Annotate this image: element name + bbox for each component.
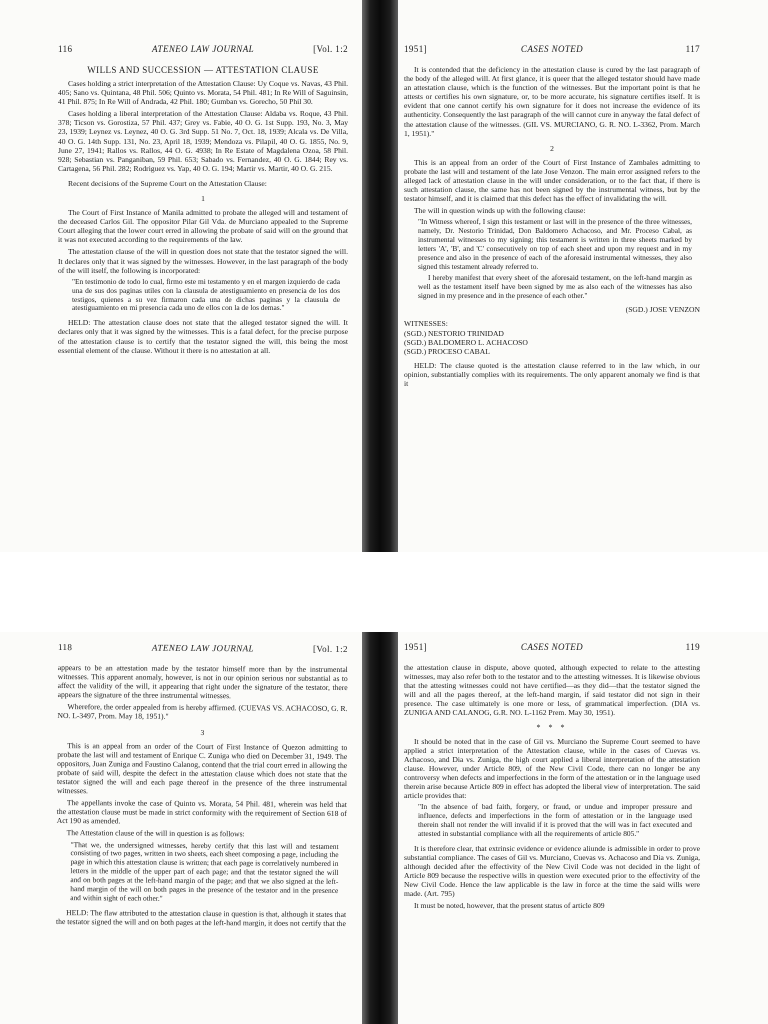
body-paragraph: It is therefore clear, that extrinsic evidence or evidence aliunde is admissible in order to prove substantial compliance. The cases of Gil vs. Murciano, Cuevas vs. Achacoso and Dia vs. Zuniga, although decided after the effectivity of the New Civil Code was not decided in the light of Article 809 because the respective wills in question were executed prior to the effectivity of the New Civil Code. Hence the law applicable is the law in force at the time the said wills were made. (Art. 795) bbox=[404, 843, 700, 899]
page-119 bbox=[404, 642, 700, 914]
body-paragraph: The attestation clause of the will in question does not state that the testator signed the will. It declares only that it was signed by the witnesses. However, in the last paragraph of the body of the will itself, the following is incorporated: bbox=[58, 247, 348, 275]
page-number: 118 bbox=[57, 642, 73, 653]
testator-signature: (SGD.) JOSE VENZON bbox=[625, 305, 700, 315]
page-number: 117 bbox=[685, 44, 700, 54]
book-gutter-top bbox=[362, 0, 398, 552]
volume-label: [Vol. 1:2 bbox=[312, 643, 348, 655]
year-label: 1951] bbox=[404, 642, 427, 652]
quote-paragraph: "In Witness whereof, I sign this testament or last will in the presence of the three witnesses, namely, Dr. Nestorio Trinidad, Don Baldomero Achacoso, and Mr. Proceso Cabal, as instrumental witnesses to my signing; this testament is written in three sheets marked by letters 'A', 'B', and 'C' consecutively on top of each sheet and upon my request and in my presence and also in the presence of each of the aforesaid instrumental witnesses, they also signed this testament already referred to. bbox=[418, 217, 692, 271]
page-117 bbox=[404, 44, 700, 391]
running-head-119 bbox=[404, 642, 700, 656]
body-paragraph: It should be noted that in the case of Gil vs. Murciano the Supreme Court seemed to have applied a strict interpretation of the Attestation clause, while in the cases of Cuevas vs. Achacoso, and Dia vs. Zuniga, the high court applied a liberal interpretation of the attestation clause. However, under Article 809, of the New Civil Code, there can no longer be any controversy when defects and imperfections in the form of the attestation or in the language used therein arise because Article 809 in effect has adopted the liberal view of interpretation. The said article provides that: bbox=[404, 736, 700, 801]
running-head-117 bbox=[404, 44, 700, 58]
held-paragraph: HELD: The attestation clause does not state that the alleged testator signed the will. It declares only that it was signed by the witnesses. This is a fatal defect, for the precise purpose of the attestation clause is to certify that the testator signed the will, this being the most essential element of the clause. Without it there is no attestation at all. bbox=[58, 318, 348, 355]
block-quote bbox=[418, 218, 692, 300]
page-118 bbox=[56, 642, 348, 931]
held-paragraph: HELD: The clause quoted is the attestation clause referred to in the law which, in our opinion, substantially complies with its requirements. The only apparent anomaly we find is that it bbox=[404, 360, 700, 388]
body-paragraph: This is an appeal from an order of the Court of First Instance of Quezon admitting to probate the last will and testament of Enrique C. Zuniga who died on December 31, 1949. The oppositors, Juan Zuniga and Faustino Calanog, contend that the trial court erred in allowing the probate of said will, despite the defect in the attestation clause which does not state that the testator signed the will and each page thereof in the presence of the three instrumental witnesses. bbox=[56, 740, 348, 796]
block-quote: "In the absence of bad faith, forgery, or fraud, or undue and improper pressure and influence, defects and imperfections in the form of attestation or in the language used therein shall not render the will invalid if it is proved that the will was in fact executed and attested in substantial compliance with all the requirements of article 805." bbox=[418, 802, 692, 838]
book-gutter-bottom bbox=[362, 632, 398, 1024]
block-quote: "En testimonio de todo lo cual, firmo este mi testamento y en el margen izquierdo de cada una de sus dos paginas utiles con la clausula de atestiguamiento en presencia de los dos testigos, quienes a su vez firmaron cada una de dichas paginas y la clausula de atestiguamiento en mi presencia cada uno de ellos con la de los demas." bbox=[72, 276, 340, 313]
section-running-title: CASES NOTED bbox=[520, 44, 584, 54]
body-paragraph: It must be noted, however, that the present status of article 809 bbox=[414, 901, 605, 911]
body-paragraph: This is an appeal from an order of the Court of First Instance of Zambales admitting to probate the last will and testament of the late Jose Venzon. The main error assigned refers to the alleged lack of attestation clause in the will under consideration, or to the fact that, if there is such attestation clause, the same has not been signed by the instrumental witness, but by the testator himself, and it is claimed that this defect has the effect of invalidating the will. bbox=[404, 157, 700, 204]
witness-signature: (SGD.) BALDOMERO L. ACHACOSO bbox=[404, 338, 528, 348]
quote-paragraph: I hereby manifest that every sheet of the aforesaid testament, on the left-hand margin as well as the testament itself have been signed by me as also each of the witnesses has also signed in my presence and in the presence of each other." bbox=[418, 272, 692, 300]
witness-list bbox=[404, 319, 700, 356]
body-paragraph: The Attestation clause of the will in question is as follows: bbox=[66, 828, 245, 839]
case-number: 2 bbox=[550, 143, 554, 153]
witnesses-label: WITNESSES: bbox=[404, 319, 448, 329]
page-116 bbox=[58, 44, 348, 358]
journal-title: ATENEO LAW JOURNAL bbox=[151, 44, 255, 54]
body-paragraph: It is contended that the deficiency in the attestation clause is cured by the last paragraph of the body of the alleged will. At first glance, it is queer that the alleged testator should have made an attestation clause, which is the function of the witnesses. But the important point is that he attests or certifies his own signature, or, to be more accurate, his signature certifies itself. It is evident that one cannot certify his own signature for it does not increase the evidence of its authenticity. Consequently the last paragraph of the will cannot cure in anyway the fatal defect of the attestation clause of the witnesses. (GIL VS. MURCIANO, G. R. NO. L-3362, Prom. March 1, 1951)." bbox=[404, 65, 700, 138]
body-paragraph: the attestation clause in dispute, above quoted, although expected to relate to the attesting witnesses, may also refer both to the testator and to the attesting witnesses. It is likewise obvious that the attesting witnesses could not have certified—as they did—that the testator signed the will and all the pages thereof, at the left-hand margin, if said testator did not sign in their presence. The case ultimately is one more or less, of grammatical imperfection. (DIA vs. ZUNIGA AND CALANOG, G.R. NO. L-1162 Prem. May 30, 1951). bbox=[404, 663, 700, 718]
year-label: 1951] bbox=[404, 44, 427, 54]
page-number: 119 bbox=[685, 642, 700, 652]
witness-signature: (SGD.) NESTORIO TRINIDAD bbox=[404, 328, 504, 338]
liberal-cases-paragraph: Cases holding a liberal interpretation of the Attestation Clause: Aldaba vs. Roque, 43 Phil. 378; Ticson vs. Gorostiza, 57 Phil. 437; Grey vs. Fabie, 40 O. G. 1st Supp. 193, No. 3, May 23, 1939; Leynez vs. Leynez, 40 O. G. 3rd Supp. 51 No. 7, Oct. 18, 1939; Alcala vs. De Villa, 40 O. G. 14th Supp. 131, No. 23, April 18, 1939; Mendoza vs. Pilapil, 40 O. G. 1855, No. 9, June 27, 1941; Rallos vs. Rallos, 44 O. G. 4938; In Re Estate of Magdalena Ozoa, 58 Phil. 928; Sebastian vs. Panganiban, 59 Phil. 653; Sabado vs. Fernandez, 40 O. G. 1844; Rey vs. Cartagena, 56 Phil. 282; Rodriguez vs. Yap, 40 O. G. 194; Martir vs. Martir, 40 O. G. 215. bbox=[58, 109, 348, 173]
body-paragraph: The will in question winds up with the following clause: bbox=[414, 206, 586, 216]
section-running-title: CASES NOTED bbox=[520, 642, 584, 652]
body-paragraph: appears to be an attestation made by the testator himself more than by the instrumental witnesses. This apparent anomaly, however, is not in our opinion serious nor substantial as to affect the validity of the will, it appearing that right under the signature of the testator, there appears the signature of the three instrumental witnesses. bbox=[57, 662, 348, 701]
running-head-118 bbox=[58, 642, 348, 658]
case-number: 3 bbox=[200, 727, 205, 737]
section-divider-asterisks: * * * bbox=[536, 722, 568, 732]
journal-title: ATENEO LAW JOURNAL bbox=[151, 642, 255, 654]
spread-gap bbox=[0, 552, 768, 632]
body-paragraph: The appellants invoke the case of Quinto vs. Morata, 54 Phil. 481, wherein was held that the attestation clause must be made in strict conformity with the requirement of Section 618 of Act 190 as amended. bbox=[56, 798, 347, 826]
block-quote: "That we, the undersigned witnesses, hereby certify that this last will and testament consisting of two pages, written in two sheets, each sheet composing a page, including the page in which this attestation clause is written; that each page is correlatively numbered in letters in the middle of the upper part of each page; and that the testator signed the will and on both pages at the left-hand margin of the page; and that we also signed at the left-hand margin of the will on both pages in the presence of the testator and in the presence and within sight of each other." bbox=[70, 839, 339, 903]
running-head-116 bbox=[58, 44, 348, 58]
case-number: 1 bbox=[201, 194, 205, 204]
strict-cases-paragraph: Cases holding a strict interpretation of the Attestation Clause: Uy Coque vs. Navas, 43 Phil. 405; Sano vs. Quintana, 48 Phil. 506; Quinto vs. Morata, 54 Phil. 481; In Re Will of Saguinsin, 41 Phil. 875; In Re Will of Andrada, 42 Phil. 180; Gumban vs. Gorecho, 50 Phil 30. bbox=[58, 79, 348, 107]
body-paragraph: Wherefore, the order appealed from is hereby affirmed. (CUEVAS VS. ACHACOSO, G. R. NO. L-3497, Prom. May 18, 1951)." bbox=[57, 702, 348, 722]
body-paragraph: The Court of First Instance of Manila admitted to probate the alleged will and testament of the deceased Carlos Gil. The oppositor Pilar Gil Vda. de Murciano appealed to the Supreme Court alleging that the lower court erred in allowing the probate of said will on the ground that it was not executed according to the requirements of the law. bbox=[58, 208, 348, 245]
section-title: WILLS AND SUCCESSION — ATTESTATION CLAUSE bbox=[87, 65, 319, 75]
page-number: 116 bbox=[58, 44, 73, 54]
volume-label: [Vol. 1:2 bbox=[313, 44, 348, 54]
held-paragraph: HELD: The flaw attributed to the attestation clause in question is that, although it states that the testator signed the will and on both pages at the left-hand margin, it does not certify that the bbox=[56, 907, 347, 928]
witness-signature: (SGD.) PROCESO CABAL bbox=[404, 347, 490, 357]
recent-decisions-paragraph: Recent decisions of the Supreme Court on the Attestation Clause: bbox=[68, 178, 267, 188]
